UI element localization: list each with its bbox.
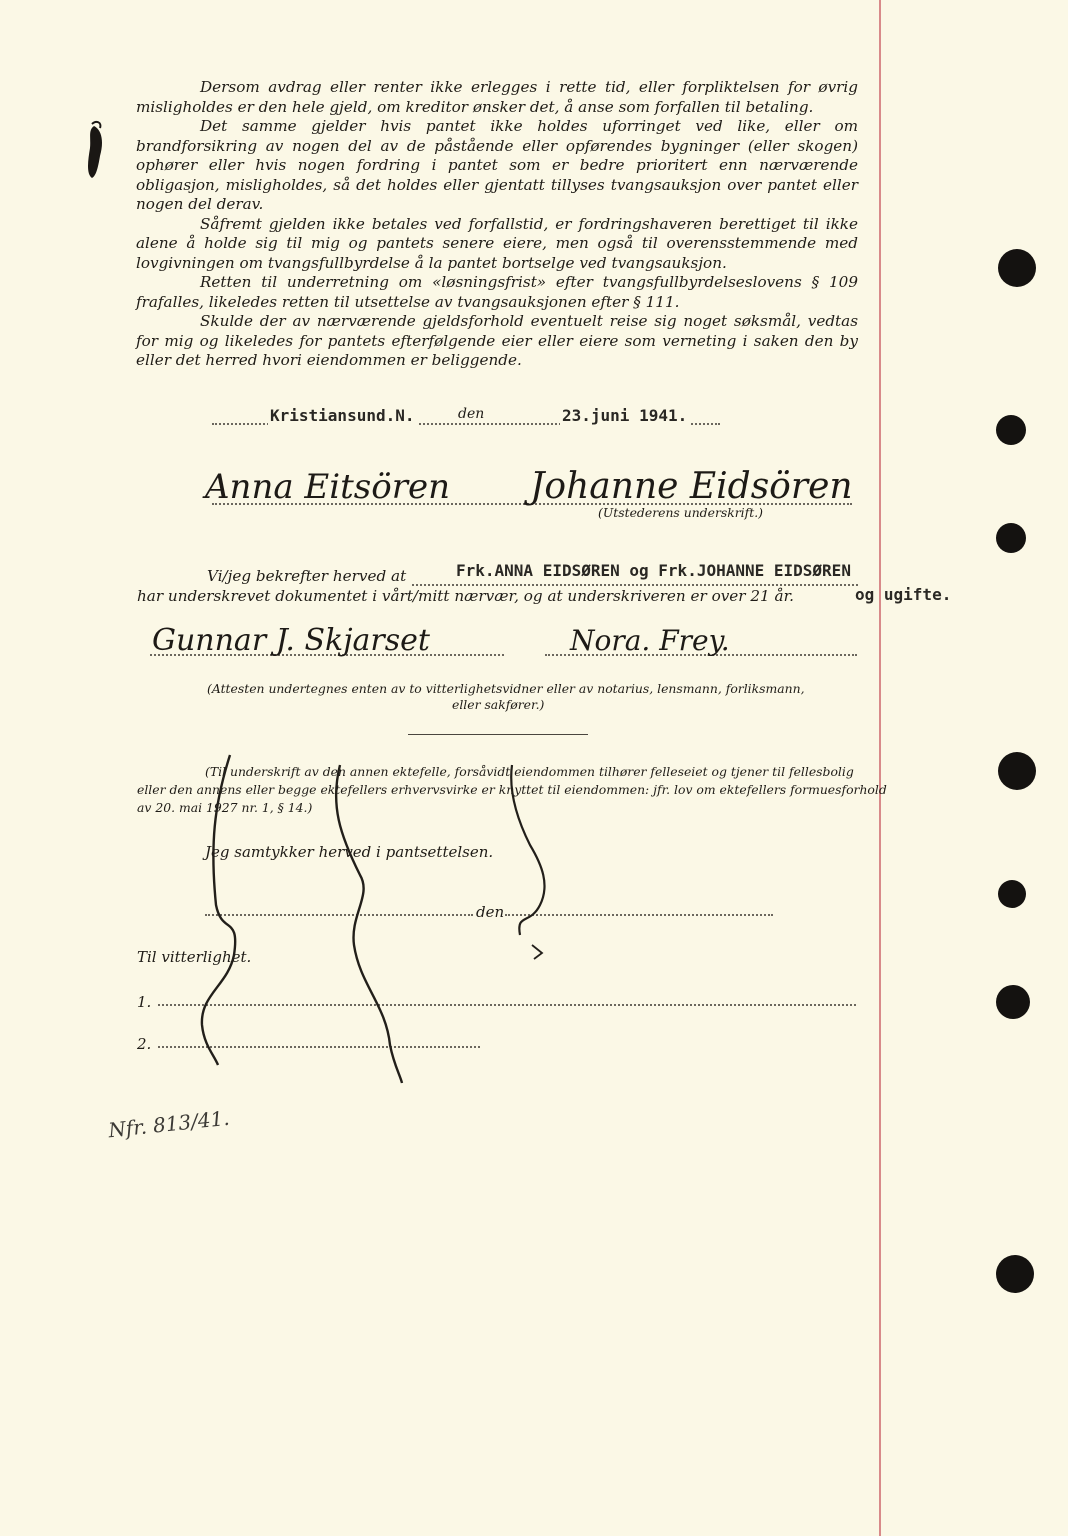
witness-number-1: 1.: [137, 993, 152, 1011]
punch-hole: [996, 415, 1026, 445]
witness-heading: Til vitterlighet.: [137, 948, 252, 966]
margin-note: Nfr. 813/41.: [107, 1105, 231, 1143]
margin-rule: [879, 0, 881, 1536]
attestation-line2: har underskrevet dokumentet i vårt/mitt nærvær, og at underskriveren er over 21 år.: [137, 587, 795, 605]
terms-paragraph-notice: Retten til underretning om «løsningsfrist» efter tvangsfullbyrdelseslovens § 109 frafalles, likeledes retten til utsettelse av tvangsauksjonen efter § 111.: [136, 273, 858, 311]
signature-johanne-text: Johanne Eidsören: [530, 466, 853, 507]
signature-anna-text: Anna Eitsören: [205, 467, 450, 507]
witness-number-2: 2.: [137, 1035, 152, 1053]
attestation-names: Frk.ANNA EIDSØREN og Frk.JOHANNE EIDSØREN: [456, 561, 851, 580]
ink-blot: [82, 122, 112, 182]
signature-witness-2: [570, 620, 790, 670]
signature-witness-1: [152, 614, 512, 664]
terms-paragraph-venue: Skulde der av nærværende gjeldsforhold eventuelt reise sig noget søksmål, vedtas for mig og likeledes for pantets efterfølgende eier eller eiere som verneting i saken den by eller det herred hvori eiendommen er beliggende.: [136, 312, 858, 369]
spouse-consent: Jeg samtykker herved i pantsettelsen.: [205, 843, 494, 861]
terms-text: [136, 78, 858, 371]
spouse-den: den: [476, 903, 505, 921]
spouse-note-2: eller den annens eller begge ektefellers erhvervsvirke er knyttet til eiendommen: jfr. lov om ektefellers formuesforhold: [137, 782, 887, 797]
signature-witness-2-text: Nora. Frey.: [570, 624, 730, 657]
dateline-date: 23.juni 1941.: [562, 406, 688, 425]
punch-hole: [996, 523, 1026, 553]
terms-paragraph-default: Dersom avdrag eller renter ikke erlegges i rette tid, eller forpliktelsen for øvrig misligholdes er den hele gjeld, om kreditor ønsker det, å anse som forfallen til betaling.: [136, 78, 858, 116]
section-divider: [408, 734, 588, 735]
punch-hole: [996, 985, 1030, 1019]
spouse-note-1: (Til underskrift av den annen ektefelle, forsåvidt eiendommen tilhører felleseiet og tjener til fellesbolig: [205, 764, 854, 779]
terms-paragraph-forced-sale: Såfremt gjelden ikke betales ved forfallstid, er fordringshaveren berettiget til ikke alene å holde sig til mig og pantets senere eiere, men også til overensstemmende med lovgivningen om tvangsfullbyrdelse å la pantet bortselge ved tvangsauksjon.: [136, 214, 858, 272]
attestation-lead: Vi/jeg bekrefter herved at: [207, 567, 407, 585]
punch-hole: [996, 1255, 1034, 1293]
attestation-names-line: [412, 584, 858, 586]
cancellation-strokes: [190, 745, 570, 1095]
issuer-signature-caption: (Utstederens underskrift.): [598, 505, 763, 520]
punch-hole: [998, 249, 1036, 287]
punch-hole: [998, 752, 1036, 790]
dateline-place: Kristiansund.N.: [270, 406, 415, 425]
attestation-note-2: eller sakfører.): [452, 697, 545, 712]
spouse-note-3: av 20. mai 1927 nr. 1, § 14.): [137, 800, 313, 815]
dateline-den: den: [458, 406, 485, 422]
attestation-note-1: (Attesten undertegnes enten av to vitterlighetsvidner eller av notarius, lensmann, forliksmann,: [207, 681, 805, 696]
signature-witness-1-text: Gunnar J. Skjarset: [152, 623, 430, 658]
punch-hole: [998, 880, 1026, 908]
attestation-addendum: og ugifte.: [855, 585, 952, 604]
terms-paragraph-insurance: Det samme gjelder hvis pantet ikke holdes uforringet ved like, eller om brandforsikring av nogen del av de påstående eller opførendes bygninger (eller skogen) ophører eller hvis nogen fordring i pantet som er bedre prioritert enn nærværende obligasjon, misligholdes, så det holdes eller gjentatt tillyses tvangsauksjon over pantet eller nogen del derav.: [136, 117, 858, 213]
signature-anna: [205, 462, 505, 512]
